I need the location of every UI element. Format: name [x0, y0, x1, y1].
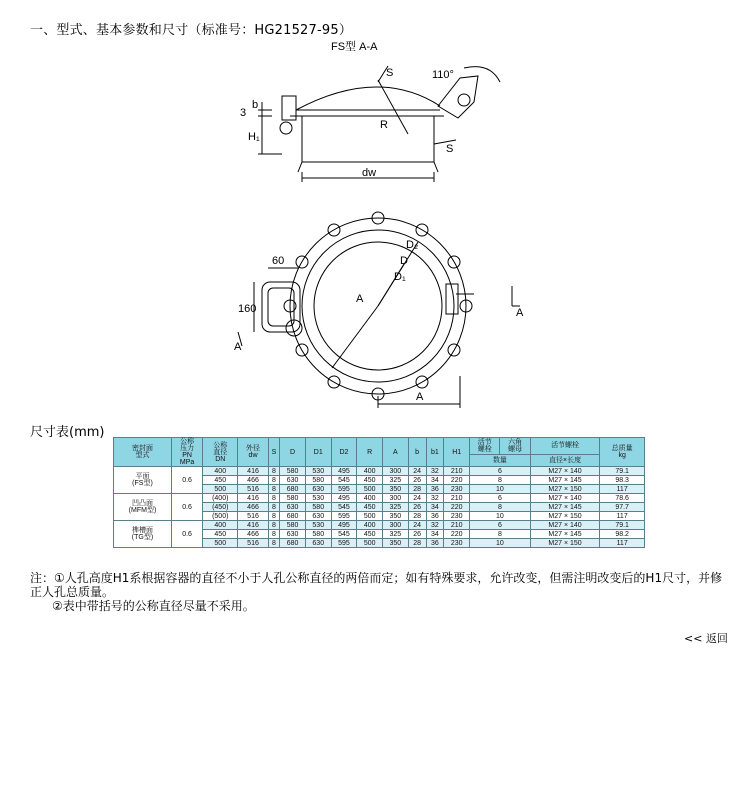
- label-60: 60: [272, 255, 285, 267]
- table-cell: 545: [331, 530, 357, 539]
- table-cell: 210: [444, 494, 470, 503]
- table-cell: 117: [600, 539, 645, 548]
- table-cell: 580: [280, 467, 306, 476]
- table-cell: 416: [238, 494, 268, 503]
- table-cell: 630: [305, 512, 331, 521]
- table-cell: 500: [203, 485, 238, 494]
- col-seal-type: 密封面 型式: [114, 438, 172, 467]
- table-cell: 8: [268, 467, 279, 476]
- table-cell: M27 × 140: [530, 521, 599, 530]
- table-cell: (400): [203, 494, 238, 503]
- table-cell: 630: [280, 503, 306, 512]
- manhole-technical-drawing: [228, 36, 528, 416]
- table-cell: 28: [408, 539, 426, 548]
- table-cell: 400: [203, 521, 238, 530]
- table-cell: 79.1: [600, 521, 645, 530]
- table-cell: 36: [426, 539, 444, 548]
- table-cell: (500): [203, 512, 238, 521]
- col-weight: 总质量 kg: [600, 438, 645, 467]
- table-cell: 350: [383, 512, 409, 521]
- table-cell: 680: [280, 512, 306, 521]
- table-cell: 400: [203, 467, 238, 476]
- notes: [30, 571, 730, 613]
- table-cell: 300: [383, 521, 409, 530]
- col-b1: b1: [426, 438, 444, 467]
- table-cell: 220: [444, 503, 470, 512]
- table-cell: 680: [280, 485, 306, 494]
- table-cell: 8: [268, 512, 279, 521]
- table-cell: 495: [331, 494, 357, 503]
- table-cell: 450: [203, 476, 238, 485]
- note-1: 注：①人孔高度H1系根据容器的直径不小于人孔公称直径的两倍而定；如有特殊要求，允许改变，但需注明改变后的H1尺寸，并修正人孔总质量。: [30, 571, 723, 599]
- table-cell: M27 × 150: [530, 539, 599, 548]
- table-cell: 530: [305, 521, 331, 530]
- col-diameter-length: 直径×长度: [530, 454, 599, 466]
- table-cell: 450: [357, 530, 383, 539]
- table-cell: 530: [305, 467, 331, 476]
- table-cell: 10: [470, 512, 531, 521]
- back-link[interactable]: << 返回: [684, 632, 728, 645]
- col-b: b: [408, 438, 426, 467]
- table-cell: 530: [305, 494, 331, 503]
- table-cell: 210: [444, 521, 470, 530]
- table-cell: M27 × 150: [530, 485, 599, 494]
- label-a-bottom: A: [416, 391, 424, 403]
- table-cell: 32: [426, 467, 444, 476]
- table-cell: 10: [470, 539, 531, 548]
- col-bolt-spec: 活节螺栓: [530, 438, 599, 455]
- table-cell: 416: [238, 467, 268, 476]
- table-cell: 26: [408, 476, 426, 485]
- table-cell: 28: [408, 512, 426, 521]
- hinge-pin: [458, 94, 470, 106]
- table-cell: 325: [383, 503, 409, 512]
- col-quantity: 数量: [470, 454, 531, 466]
- table-cell: 24: [408, 467, 426, 476]
- table-cell: 580: [280, 521, 306, 530]
- label-d1: D₁: [394, 271, 406, 283]
- table-cell: 8: [268, 521, 279, 530]
- label-three: 3: [240, 107, 247, 119]
- table-cell: 500: [203, 539, 238, 548]
- table-cell: 230: [444, 485, 470, 494]
- col-dw: 外径 dw: [238, 438, 268, 467]
- table-cell: 36: [426, 512, 444, 521]
- table-cell: M27 × 145: [530, 503, 599, 512]
- seal-type-cell: 平面 (FS型): [114, 467, 172, 494]
- table-cell: 6: [470, 467, 531, 476]
- table-cell: 500: [357, 485, 383, 494]
- table-cell: 516: [238, 485, 268, 494]
- cover-dome: [296, 87, 440, 110]
- col-bolt: 活节 螺栓: [470, 438, 500, 455]
- table-cell: 400: [357, 467, 383, 476]
- table-title: 尺寸表(mm): [30, 425, 105, 440]
- table-cell: 350: [383, 539, 409, 548]
- label-160: 160: [238, 303, 257, 315]
- col-r: R: [357, 438, 383, 467]
- col-d: D: [280, 438, 306, 467]
- table-cell: 10: [470, 485, 531, 494]
- table-cell: 8: [470, 503, 531, 512]
- table-cell: 350: [383, 485, 409, 494]
- table-cell: 325: [383, 476, 409, 485]
- label-d: D: [400, 255, 408, 267]
- drawing-title: FS型 A-A: [331, 41, 378, 53]
- table-cell: 495: [331, 467, 357, 476]
- note-2: ②表中带括号的公称直径尽量不采用。: [52, 599, 255, 613]
- table-cell: M27 × 145: [530, 476, 599, 485]
- table-cell: 630: [305, 485, 331, 494]
- table-cell: 24: [408, 521, 426, 530]
- table-cell: M27 × 140: [530, 494, 599, 503]
- table-cell: 450: [357, 503, 383, 512]
- table-cell: 28: [408, 485, 426, 494]
- table-cell: 595: [331, 512, 357, 521]
- table-cell: 230: [444, 512, 470, 521]
- table-cell: 516: [238, 539, 268, 548]
- table-cell: 545: [331, 476, 357, 485]
- pn-cell: 0.6: [171, 467, 202, 494]
- table-cell: 300: [383, 467, 409, 476]
- table-cell: 8: [268, 494, 279, 503]
- table-cell: 680: [280, 539, 306, 548]
- table-cell: 26: [408, 503, 426, 512]
- label-a-right: A: [516, 307, 524, 319]
- table-cell: M27 × 145: [530, 530, 599, 539]
- table-cell: 6: [470, 521, 531, 530]
- table-row: [114, 521, 645, 530]
- label-d2: D₂: [406, 239, 419, 251]
- table-cell: 220: [444, 476, 470, 485]
- label-a-left: A: [234, 341, 242, 353]
- table-cell: 500: [357, 512, 383, 521]
- table-cell: 8: [268, 530, 279, 539]
- col-dn: 公称 直径 DN: [203, 438, 238, 467]
- drawing-svg: [228, 36, 528, 416]
- table-cell: 210: [444, 467, 470, 476]
- col-h1: H1: [444, 438, 470, 467]
- table-cell: 500: [357, 539, 383, 548]
- label-s-side: S: [446, 143, 454, 155]
- table-cell: 400: [357, 521, 383, 530]
- label-s-top: S: [386, 67, 394, 79]
- table-cell: 34: [426, 476, 444, 485]
- table-cell: 34: [426, 503, 444, 512]
- table-row: [114, 467, 645, 476]
- table-cell: 630: [280, 476, 306, 485]
- table-cell: 98.2: [600, 530, 645, 539]
- pn-cell: 0.6: [171, 494, 202, 521]
- dimension-table: [113, 437, 645, 548]
- table-cell: M27 × 140: [530, 467, 599, 476]
- table-cell: 466: [238, 503, 268, 512]
- col-a: A: [383, 438, 409, 467]
- table-cell: 32: [426, 521, 444, 530]
- table-cell: 8: [268, 485, 279, 494]
- label-dw: dw: [362, 167, 377, 179]
- table-cell: 450: [357, 476, 383, 485]
- table-cell: 8: [470, 530, 531, 539]
- bolt-eye-left: [280, 122, 292, 134]
- hinge-arm: [438, 76, 478, 118]
- pn-cell: 0.6: [171, 521, 202, 548]
- table-cell: 630: [305, 539, 331, 548]
- table-cell: 220: [444, 530, 470, 539]
- table-cell: 6: [470, 494, 531, 503]
- table-cell: 78.6: [600, 494, 645, 503]
- table-cell: 24: [408, 494, 426, 503]
- section-line: [332, 306, 378, 368]
- table-cell: 34: [426, 530, 444, 539]
- label-r: R: [380, 119, 388, 131]
- col-d2: D2: [331, 438, 357, 467]
- page-heading: 一、型式、基本参数和尺寸（标准号：HG21527-95）: [30, 23, 353, 38]
- col-d1: D1: [305, 438, 331, 467]
- table-cell: 8: [268, 539, 279, 548]
- label-a-center: A: [356, 293, 364, 305]
- swing-arc: [464, 67, 500, 82]
- table-cell: 230: [444, 539, 470, 548]
- table-cell: 580: [280, 494, 306, 503]
- col-nut: 六角 螺母: [500, 438, 530, 455]
- table-cell: 8: [268, 476, 279, 485]
- col-pn: 公称 压力 PN MPa: [171, 438, 202, 467]
- table-cell: 117: [600, 512, 645, 521]
- table-cell: 325: [383, 530, 409, 539]
- table-cell: 36: [426, 485, 444, 494]
- table-cell: 300: [383, 494, 409, 503]
- table-body: [114, 467, 645, 548]
- table-cell: 8: [268, 503, 279, 512]
- neck-shell: [302, 116, 434, 162]
- seal-type-cell: 榫槽面 (TG型): [114, 521, 172, 548]
- table-cell: 580: [305, 476, 331, 485]
- table-cell: M27 × 150: [530, 512, 599, 521]
- table-cell: 416: [238, 521, 268, 530]
- table-cell: 98.3: [600, 476, 645, 485]
- table-cell: 580: [305, 530, 331, 539]
- col-s: S: [268, 438, 279, 467]
- label-angle: 110°: [432, 69, 454, 81]
- table-cell: 595: [331, 539, 357, 548]
- label-b: b: [252, 99, 259, 111]
- table-cell: 117: [600, 485, 645, 494]
- table-cell: 630: [280, 530, 306, 539]
- seal-type-cell: 凹凸面 (MFM型): [114, 494, 172, 521]
- table-cell: 97.7: [600, 503, 645, 512]
- table-cell: 466: [238, 476, 268, 485]
- table-cell: (450): [203, 503, 238, 512]
- table-cell: 495: [331, 521, 357, 530]
- table-cell: 79.1: [600, 467, 645, 476]
- label-h1: H₁: [248, 131, 260, 143]
- table-row: [114, 494, 645, 503]
- table-cell: 545: [331, 503, 357, 512]
- table-cell: 580: [305, 503, 331, 512]
- table-cell: 400: [357, 494, 383, 503]
- table-cell: 466: [238, 530, 268, 539]
- table-cell: 595: [331, 485, 357, 494]
- table-cell: 516: [238, 512, 268, 521]
- table-cell: 8: [470, 476, 531, 485]
- table-cell: 32: [426, 494, 444, 503]
- table-cell: 450: [203, 530, 238, 539]
- table-cell: 26: [408, 530, 426, 539]
